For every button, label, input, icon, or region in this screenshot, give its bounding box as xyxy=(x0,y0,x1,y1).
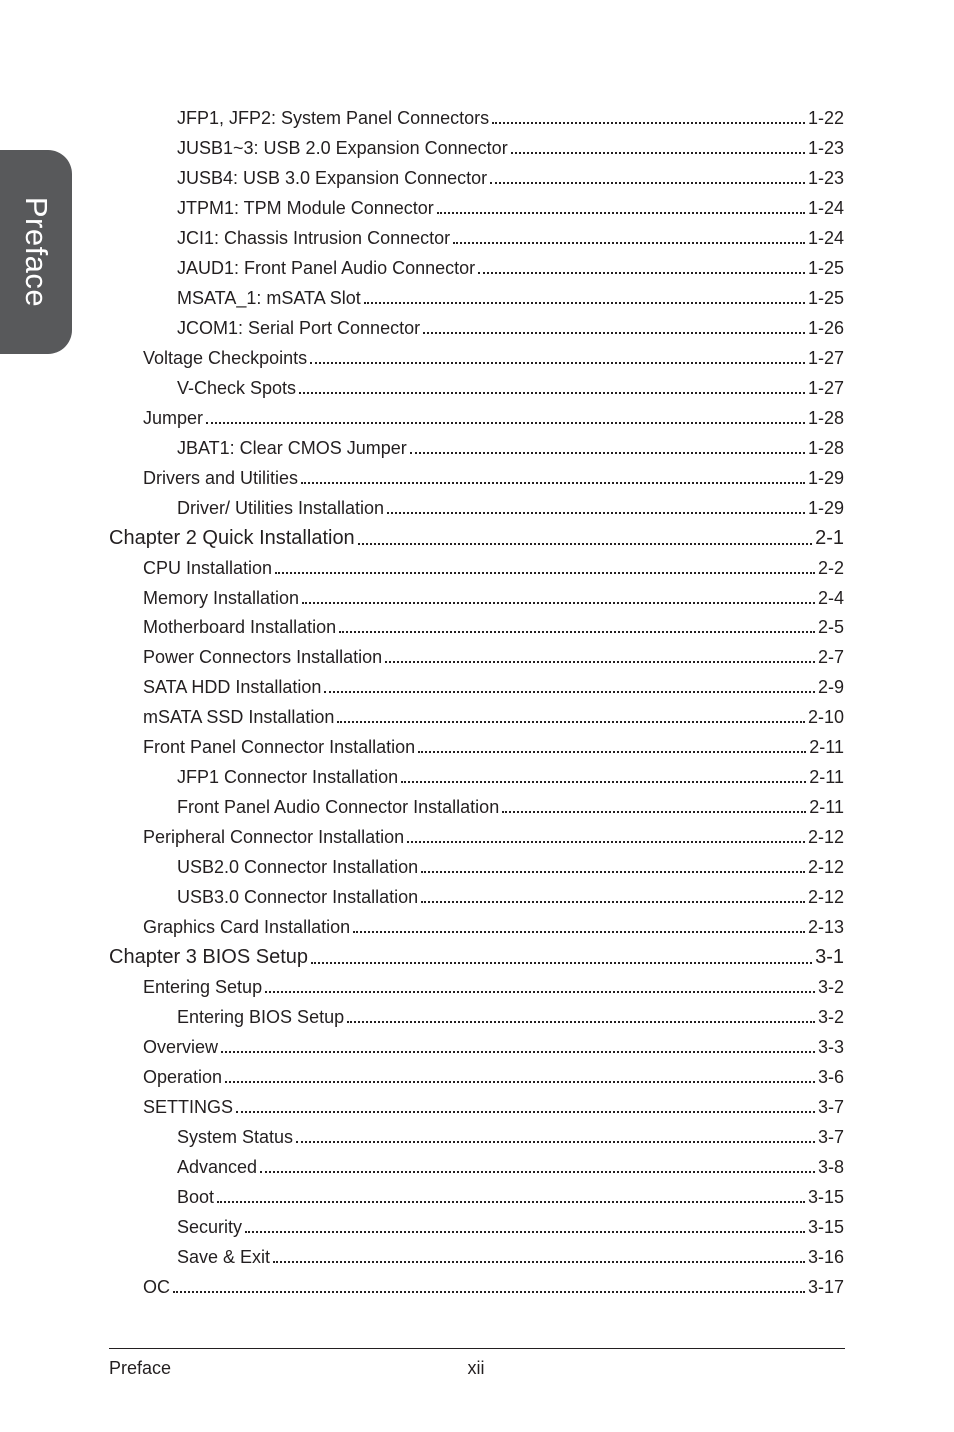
toc-entry-title: JFP1 Connector Installation xyxy=(177,767,399,787)
toc-dot-leader xyxy=(407,841,805,843)
toc-entry-title: V-Check Spots xyxy=(177,378,297,398)
toc-entry[interactable] xyxy=(177,283,844,309)
toc-entry[interactable] xyxy=(177,1212,844,1238)
toc-entry-page: 1-27 xyxy=(807,348,844,368)
toc-dot-leader xyxy=(358,543,812,545)
toc-entry-title: Jumper xyxy=(143,408,204,428)
toc-dot-leader xyxy=(490,182,805,184)
toc-entry-page: 3-2 xyxy=(817,1007,844,1027)
toc-entry-page: 1-26 xyxy=(807,318,844,338)
toc-entry[interactable] xyxy=(177,852,844,878)
toc-entry-page: 1-25 xyxy=(807,288,844,308)
toc-entry[interactable] xyxy=(143,1272,844,1298)
toc-entry-title: JFP1, JFP2: System Panel Connectors xyxy=(177,108,490,128)
toc-entry[interactable] xyxy=(177,762,844,788)
toc-dot-leader xyxy=(299,392,805,394)
toc-entry-title: Chapter 2 Quick Installation xyxy=(109,527,355,549)
toc-entry[interactable] xyxy=(143,972,844,998)
toc-entry-title: Overview xyxy=(143,1037,219,1057)
toc-entry-page: 2-12 xyxy=(807,887,844,907)
toc-dot-leader xyxy=(275,572,815,574)
toc-entry-title: JUSB1~3: USB 2.0 Expansion Connector xyxy=(177,138,508,158)
toc-dot-leader xyxy=(410,452,805,454)
footer-section-label: Preface xyxy=(109,1358,172,1378)
toc-entry-page: 3-15 xyxy=(807,1187,844,1207)
toc-entry[interactable] xyxy=(177,193,844,219)
toc-entry-page: 2-10 xyxy=(807,707,844,727)
toc-entry[interactable] xyxy=(143,583,844,609)
toc-entry[interactable] xyxy=(143,672,844,698)
toc-entry[interactable] xyxy=(143,1092,844,1118)
toc-dot-leader xyxy=(385,661,815,663)
toc-entry-title: Graphics Card Installation xyxy=(143,917,351,937)
toc-dot-leader xyxy=(453,242,805,244)
toc-entry[interactable] xyxy=(143,463,844,489)
toc-dot-leader xyxy=(245,1231,805,1233)
toc-entry-page: 2-11 xyxy=(809,767,844,787)
toc-entry-page: 2-11 xyxy=(809,797,844,817)
toc-entry-title: Entering Setup xyxy=(143,977,263,997)
toc-dot-leader xyxy=(260,1171,815,1173)
toc-entry-title: Voltage Checkpoints xyxy=(143,348,308,368)
toc-entry-title: Operation xyxy=(143,1067,223,1087)
toc-dot-leader xyxy=(421,901,805,903)
toc-dot-leader xyxy=(296,1141,815,1143)
toc-entry-page: 2-7 xyxy=(817,647,844,667)
toc-entry-page: 1-24 xyxy=(807,198,844,218)
toc-entry-page: 2-4 xyxy=(817,588,844,608)
toc-dot-leader xyxy=(236,1111,815,1113)
toc-entry-title: mSATA SSD Installation xyxy=(143,707,335,727)
toc-dot-leader xyxy=(301,482,805,484)
toc-entry-page: 2-12 xyxy=(807,857,844,877)
toc-entry[interactable] xyxy=(143,642,844,668)
toc-dot-leader xyxy=(221,1051,815,1053)
toc-dot-leader xyxy=(423,332,805,334)
toc-entry-title: JCOM1: Serial Port Connector xyxy=(177,318,421,338)
toc-dot-leader xyxy=(347,1021,815,1023)
toc-entry[interactable] xyxy=(177,253,844,279)
toc-dot-leader xyxy=(273,1261,805,1263)
toc-entry-page: 3-7 xyxy=(817,1097,844,1117)
toc-entry[interactable] xyxy=(177,133,844,159)
toc-dot-leader xyxy=(364,302,805,304)
toc-entry[interactable] xyxy=(177,1242,844,1268)
toc-entry-title: Driver/ Utilities Installation xyxy=(177,498,385,518)
toc-entry-title: Boot xyxy=(177,1187,215,1207)
toc-entry[interactable] xyxy=(177,223,844,249)
toc-entry-title: Front Panel Audio Connector Installation xyxy=(177,797,500,817)
toc-entry[interactable] xyxy=(143,732,844,758)
toc-dot-leader xyxy=(302,602,815,604)
toc-dot-leader xyxy=(401,781,806,783)
side-tab-label: Preface xyxy=(19,196,54,308)
toc-dot-leader xyxy=(206,422,805,424)
toc-dot-leader xyxy=(421,871,805,873)
toc-entry[interactable] xyxy=(177,313,844,339)
toc-entry-page: 1-28 xyxy=(807,408,844,428)
toc-entry-page: 3-8 xyxy=(817,1157,844,1177)
toc-entry-page: 2-2 xyxy=(817,558,844,578)
toc-entry-title: JAUD1: Front Panel Audio Connector xyxy=(177,258,476,278)
toc-entry[interactable] xyxy=(143,343,844,369)
toc-entry-page: 2-13 xyxy=(807,917,844,937)
toc-entry-title: USB2.0 Connector Installation xyxy=(177,857,419,877)
toc-entry-page: 2-9 xyxy=(817,677,844,697)
toc-dot-leader xyxy=(511,152,805,154)
toc-entry[interactable] xyxy=(143,912,844,938)
toc-entry-page: 1-24 xyxy=(807,228,844,248)
toc-entry-page: 1-23 xyxy=(807,168,844,188)
toc-entry-title: JBAT1: Clear CMOS Jumper xyxy=(177,438,407,458)
toc-entry-page: 1-22 xyxy=(807,108,844,128)
toc-entry[interactable] xyxy=(143,702,844,728)
toc-entry-page: 3-16 xyxy=(807,1247,844,1267)
toc-entry[interactable] xyxy=(177,433,844,459)
toc-entry-title: USB3.0 Connector Installation xyxy=(177,887,419,907)
toc-entry-page: 2-1 xyxy=(815,527,844,549)
toc-dot-leader xyxy=(310,362,805,364)
side-tab xyxy=(0,150,72,354)
toc-entry-title: Front Panel Connector Installation xyxy=(143,737,416,757)
toc-entry-page: 1-27 xyxy=(807,378,844,398)
toc-entry[interactable] xyxy=(143,612,844,638)
toc-entry[interactable] xyxy=(177,792,844,818)
toc-chapter-entry[interactable] xyxy=(109,941,844,969)
toc-entry[interactable] xyxy=(177,163,844,189)
toc-entry-page: 2-12 xyxy=(807,827,844,847)
toc-entry-page: 3-6 xyxy=(817,1067,844,1087)
toc-chapter-entry[interactable] xyxy=(109,522,844,550)
toc-entry-title: JUSB4: USB 3.0 Expansion Connector xyxy=(177,168,488,188)
toc-entry-title: Power Connectors Installation xyxy=(143,647,383,667)
toc-dot-leader xyxy=(492,122,805,124)
toc-entry[interactable] xyxy=(177,1182,844,1208)
toc-entry-title: Drivers and Utilities xyxy=(143,468,299,488)
toc-entry-title: Memory Installation xyxy=(143,588,300,608)
toc-entry-title: SATA HDD Installation xyxy=(143,677,322,697)
toc-entry-title: Entering BIOS Setup xyxy=(177,1007,345,1027)
toc-entry-title: SETTINGS xyxy=(143,1097,234,1117)
toc-entry[interactable] xyxy=(177,1122,844,1148)
toc-entry-title: Peripheral Connector Installation xyxy=(143,827,405,847)
toc-dot-leader xyxy=(173,1291,805,1293)
toc-entry-title: Security xyxy=(177,1217,243,1237)
toc-entry[interactable] xyxy=(177,1002,844,1028)
toc-entry[interactable] xyxy=(177,373,844,399)
toc-entry-title: Save & Exit xyxy=(177,1247,271,1267)
toc-entry[interactable] xyxy=(177,493,844,519)
toc-dot-leader xyxy=(311,962,812,964)
toc-entry[interactable] xyxy=(143,553,844,579)
footer-divider xyxy=(109,1348,845,1349)
toc-entry-page: 1-29 xyxy=(807,498,844,518)
toc-entry-page: 3-7 xyxy=(817,1127,844,1147)
toc-entry[interactable] xyxy=(177,103,844,129)
toc-entry-page: 3-15 xyxy=(807,1217,844,1237)
toc-entry[interactable] xyxy=(143,403,844,429)
toc-entry-title: Motherboard Installation xyxy=(143,617,337,637)
toc-dot-leader xyxy=(225,1081,815,1083)
toc-entry-page: 3-3 xyxy=(817,1037,844,1057)
toc-entry-title: JCI1: Chassis Intrusion Connector xyxy=(177,228,451,248)
footer-page-number: xii xyxy=(467,1358,485,1378)
toc-dot-leader xyxy=(387,512,805,514)
toc-entry[interactable] xyxy=(177,1152,844,1178)
toc-dot-leader xyxy=(502,811,806,813)
toc-entry-page: 3-2 xyxy=(817,977,844,997)
toc-dot-leader xyxy=(337,721,805,723)
toc-entry-page: 1-29 xyxy=(807,468,844,488)
toc-dot-leader xyxy=(265,991,815,993)
toc-entry-page: 1-25 xyxy=(807,258,844,278)
toc-dot-leader xyxy=(324,691,815,693)
toc-entry-title: System Status xyxy=(177,1127,294,1147)
toc-dot-leader xyxy=(339,631,815,633)
toc-entry-page: 1-23 xyxy=(807,138,844,158)
toc-entry-title: JTPM1: TPM Module Connector xyxy=(177,198,434,218)
toc-entry-page: 1-28 xyxy=(807,438,844,458)
toc-dot-leader xyxy=(478,272,805,274)
toc-entry-title: OC xyxy=(143,1277,170,1297)
toc-dot-leader xyxy=(418,751,806,753)
toc-entry-page: 2-5 xyxy=(817,617,844,637)
toc-entry-title: CPU Installation xyxy=(143,558,273,578)
toc-dot-leader xyxy=(437,212,805,214)
toc-dot-leader xyxy=(353,931,805,933)
toc-entry-title: Chapter 3 BIOS Setup xyxy=(109,946,309,968)
toc-entry-title: Advanced xyxy=(177,1157,258,1177)
toc-entry[interactable] xyxy=(143,1062,844,1088)
toc-entry-page: 3-1 xyxy=(815,946,844,968)
toc-entry[interactable] xyxy=(143,822,844,848)
toc-entry[interactable] xyxy=(143,1032,844,1058)
toc-entry-page: 2-11 xyxy=(809,737,844,757)
toc-entry[interactable] xyxy=(177,882,844,908)
toc-entry-page: 3-17 xyxy=(807,1277,844,1297)
toc-entry-title: MSATA_1: mSATA Slot xyxy=(177,288,361,308)
toc-dot-leader xyxy=(217,1201,805,1203)
